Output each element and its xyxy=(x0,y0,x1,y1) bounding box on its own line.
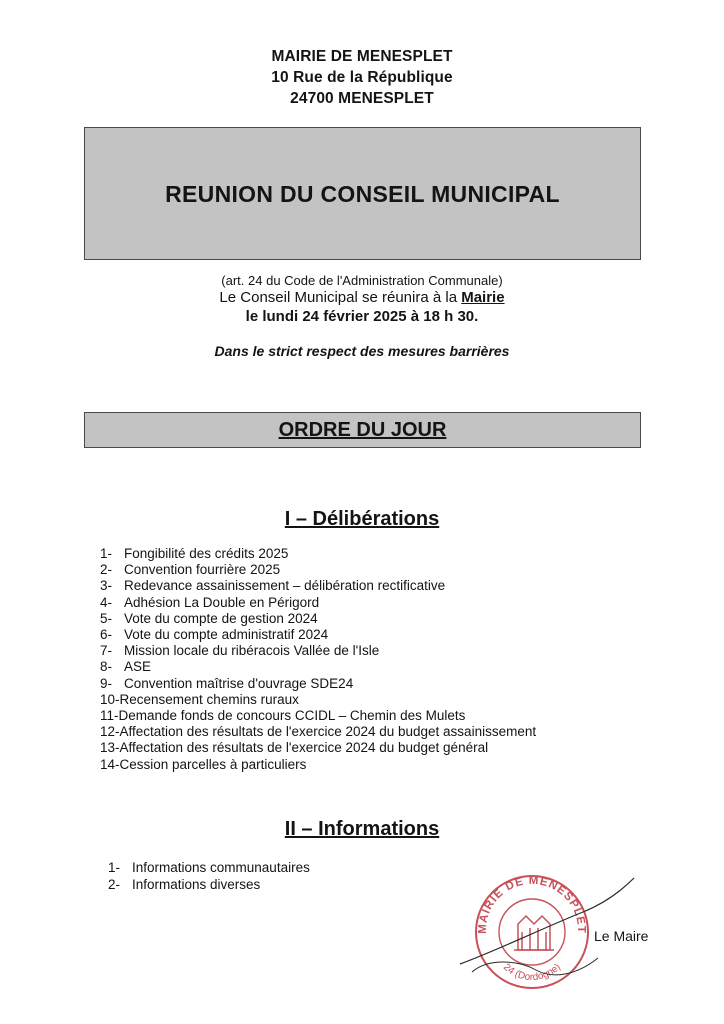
item-number: 9- xyxy=(100,675,113,691)
item-label: Redevance assainissement – délibération rectificative xyxy=(124,578,446,594)
list-item xyxy=(100,757,660,773)
list-item xyxy=(100,578,660,594)
item-number: 4- xyxy=(100,594,113,610)
item-number: 11- xyxy=(100,708,119,724)
item-label: Adhésion La Double en Périgord xyxy=(124,594,320,610)
convocation-block xyxy=(0,272,724,326)
item-label: Informations diverses xyxy=(132,877,261,892)
list-item xyxy=(100,659,660,675)
deliberations-heading: I – Délibérations xyxy=(284,508,440,530)
item-label: Demande fonds de concours CCIDL – Chemin des Mulets xyxy=(118,708,466,724)
item-label: Cession parcelles à particuliers xyxy=(119,756,307,772)
header-mairie-name: MAIRIE DE MENESPLET xyxy=(271,48,453,65)
signature-label: Le Maire xyxy=(594,928,649,944)
mairie-header xyxy=(0,46,724,109)
item-number: 6- xyxy=(100,627,113,643)
list-item xyxy=(100,708,660,724)
sanitary-notice: Dans le strict respect des mesures barrières xyxy=(214,343,510,359)
item-label: Convention maîtrise d'ouvrage SDE24 xyxy=(124,675,354,691)
stamp-bottom-textpath: 24 (Dordogne) xyxy=(501,961,564,984)
item-label: Affectation des résultats de l'exercice 2024 du budget général xyxy=(119,740,489,756)
list-item xyxy=(100,595,660,611)
item-number: 8- xyxy=(100,659,113,675)
informations-list xyxy=(108,859,508,893)
meeting-date: le lundi 24 février 2025 à 18 h 30. xyxy=(245,308,479,325)
item-label: Informations communautaires xyxy=(132,860,310,875)
header-postal-city: 24700 MENESPLET xyxy=(290,90,434,107)
item-label: Convention fourrière 2025 xyxy=(124,562,281,578)
item-number: 1- xyxy=(100,546,113,561)
deliberations-list xyxy=(100,546,660,773)
meeting-prefix: Le Conseil Municipal se réunira à la xyxy=(219,289,462,306)
item-label: Mission locale du ribéracois Vallée de l'Isle xyxy=(124,643,380,659)
list-item xyxy=(100,724,660,740)
meeting-location-line xyxy=(0,289,724,307)
item-label: Fongibilité des crédits 2025 xyxy=(124,546,289,561)
item-label: ASE xyxy=(124,659,152,675)
list-item xyxy=(100,546,660,562)
list-item xyxy=(100,692,660,708)
item-number: 14- xyxy=(100,756,120,772)
list-item xyxy=(100,643,660,659)
item-number: 3- xyxy=(100,578,113,594)
agenda-banner xyxy=(84,412,641,448)
meeting-place: Mairie xyxy=(461,289,505,306)
item-number: 5- xyxy=(100,610,113,626)
item-number: 2- xyxy=(100,562,113,578)
item-number: 2- xyxy=(108,877,121,892)
item-number: 13- xyxy=(100,740,120,756)
item-number: 1- xyxy=(108,860,121,875)
mairie-stamp-seal xyxy=(458,862,638,992)
document-title: REUNION DU CONSEIL MUNICIPAL xyxy=(165,181,560,207)
item-label: Affectation des résultats de l'exercice 2024 du budget assainissement xyxy=(119,724,537,740)
informations-heading: II – Informations xyxy=(284,818,440,840)
agenda-title: ORDRE DU JOUR xyxy=(278,419,447,441)
stamp-top-text xyxy=(477,875,587,934)
header-street-address: 10 Rue de la République xyxy=(271,69,453,86)
list-item xyxy=(108,876,508,893)
list-item xyxy=(108,859,508,876)
legal-reference: (art. 24 du Code de l'Administration Communale) xyxy=(221,273,503,288)
list-item xyxy=(100,740,660,756)
title-banner xyxy=(84,127,641,260)
item-number: 7- xyxy=(100,643,113,659)
item-label: Vote du compte de gestion 2024 xyxy=(124,610,318,626)
item-number: 12- xyxy=(100,724,120,740)
stamp-top-textpath: MAIRIE DE MENESPLET xyxy=(476,874,588,934)
item-number: 10- xyxy=(100,691,120,707)
list-item xyxy=(100,562,660,578)
list-item xyxy=(100,676,660,692)
list-item xyxy=(100,611,660,627)
item-label: Recensement chemins ruraux xyxy=(119,691,299,707)
list-item xyxy=(100,627,660,643)
item-label: Vote du compte administratif 2024 xyxy=(124,627,329,643)
